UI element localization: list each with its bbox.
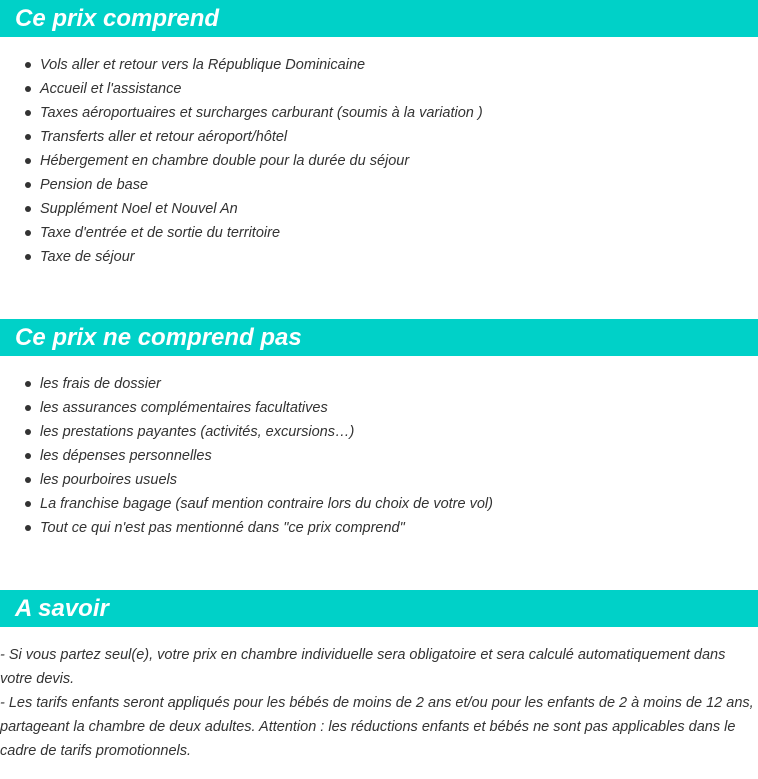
info-header [0,590,758,627]
list-item [0,77,483,101]
bullet-icon [25,381,31,387]
bullet-icon [25,429,31,435]
bullet-icon [25,134,31,140]
list-item [0,396,493,420]
list-item-text: les frais de dossier [40,376,161,392]
list-item-text: les assurances complémentaires facultatives [40,400,328,416]
excludes-header [0,319,758,356]
list-item [0,149,483,173]
info-title: A savoir [15,595,109,622]
list-item [0,444,493,468]
bullet-icon [25,62,31,68]
list-item [0,173,483,197]
bullet-icon [25,86,31,92]
list-item-text: Pension de base [40,177,149,193]
list-item [0,53,483,77]
list-item-text: Accueil et l'assistance [40,81,182,97]
bullet-icon [25,501,31,507]
list-item [0,372,493,396]
bullet-icon [25,453,31,459]
list-item [0,245,483,269]
info-notes [0,643,758,763]
list-item [0,468,493,492]
list-item-text: Tout ce qui n'est pas mentionné dans "ce prix comprend" [40,520,405,536]
list-item-text: Vols aller et retour vers la République Dominicaine [40,57,366,73]
bullet-icon [25,254,31,260]
list-item [0,197,483,221]
bullet-icon [25,206,31,212]
list-item-text: Taxes aéroportuaires et surcharges carburant (soumis à la variation ) [40,105,483,121]
bullet-icon [25,477,31,483]
list-item-text: les dépenses personnelles [40,448,212,464]
list-item-text: Taxe d'entrée et de sortie du territoire [40,225,281,241]
excludes-title: Ce prix ne comprend pas [15,324,302,351]
list-item [0,420,493,444]
info-note: - Les tarifs enfants seront appliqués pour les bébés de moins de 2 ans et/ou pour les enfants de 2 à moins de 12 ans, partageant la chambre de deux adultes. Attention : les réductions enfants et bébés ne sont pas applicables dans le cadre de tarifs promotionnels. [0,695,754,759]
list-item [0,101,483,125]
bullet-icon [25,405,31,411]
includes-header [0,0,758,37]
bullet-icon [25,110,31,116]
list-item-text: Transferts aller et retour aéroport/hôtel [40,129,288,145]
bullet-icon [25,525,31,531]
list-item [0,221,483,245]
includes-list [0,53,483,269]
bullet-icon [25,158,31,164]
info-note: - Si vous partez seul(e), votre prix en chambre individuelle sera obligatoire et sera calculé automatiquement dans votre devis. [0,647,726,687]
bullet-icon [25,182,31,188]
excludes-list [0,372,493,540]
list-item-text: les pourboires usuels [40,472,178,488]
list-item [0,492,493,516]
list-item-text: Hébergement en chambre double pour la durée du séjour [40,153,410,169]
includes-title: Ce prix comprend [15,5,220,32]
list-item [0,516,493,540]
list-item [0,125,483,149]
bullet-icon [25,230,31,236]
list-item-text: Taxe de séjour [40,249,135,265]
list-item-text: La franchise bagage (sauf mention contraire lors du choix de votre vol) [40,496,493,512]
list-item-text: Supplément Noel et Nouvel An [40,201,238,217]
list-item-text: les prestations payantes (activités, excursions…) [40,424,355,440]
